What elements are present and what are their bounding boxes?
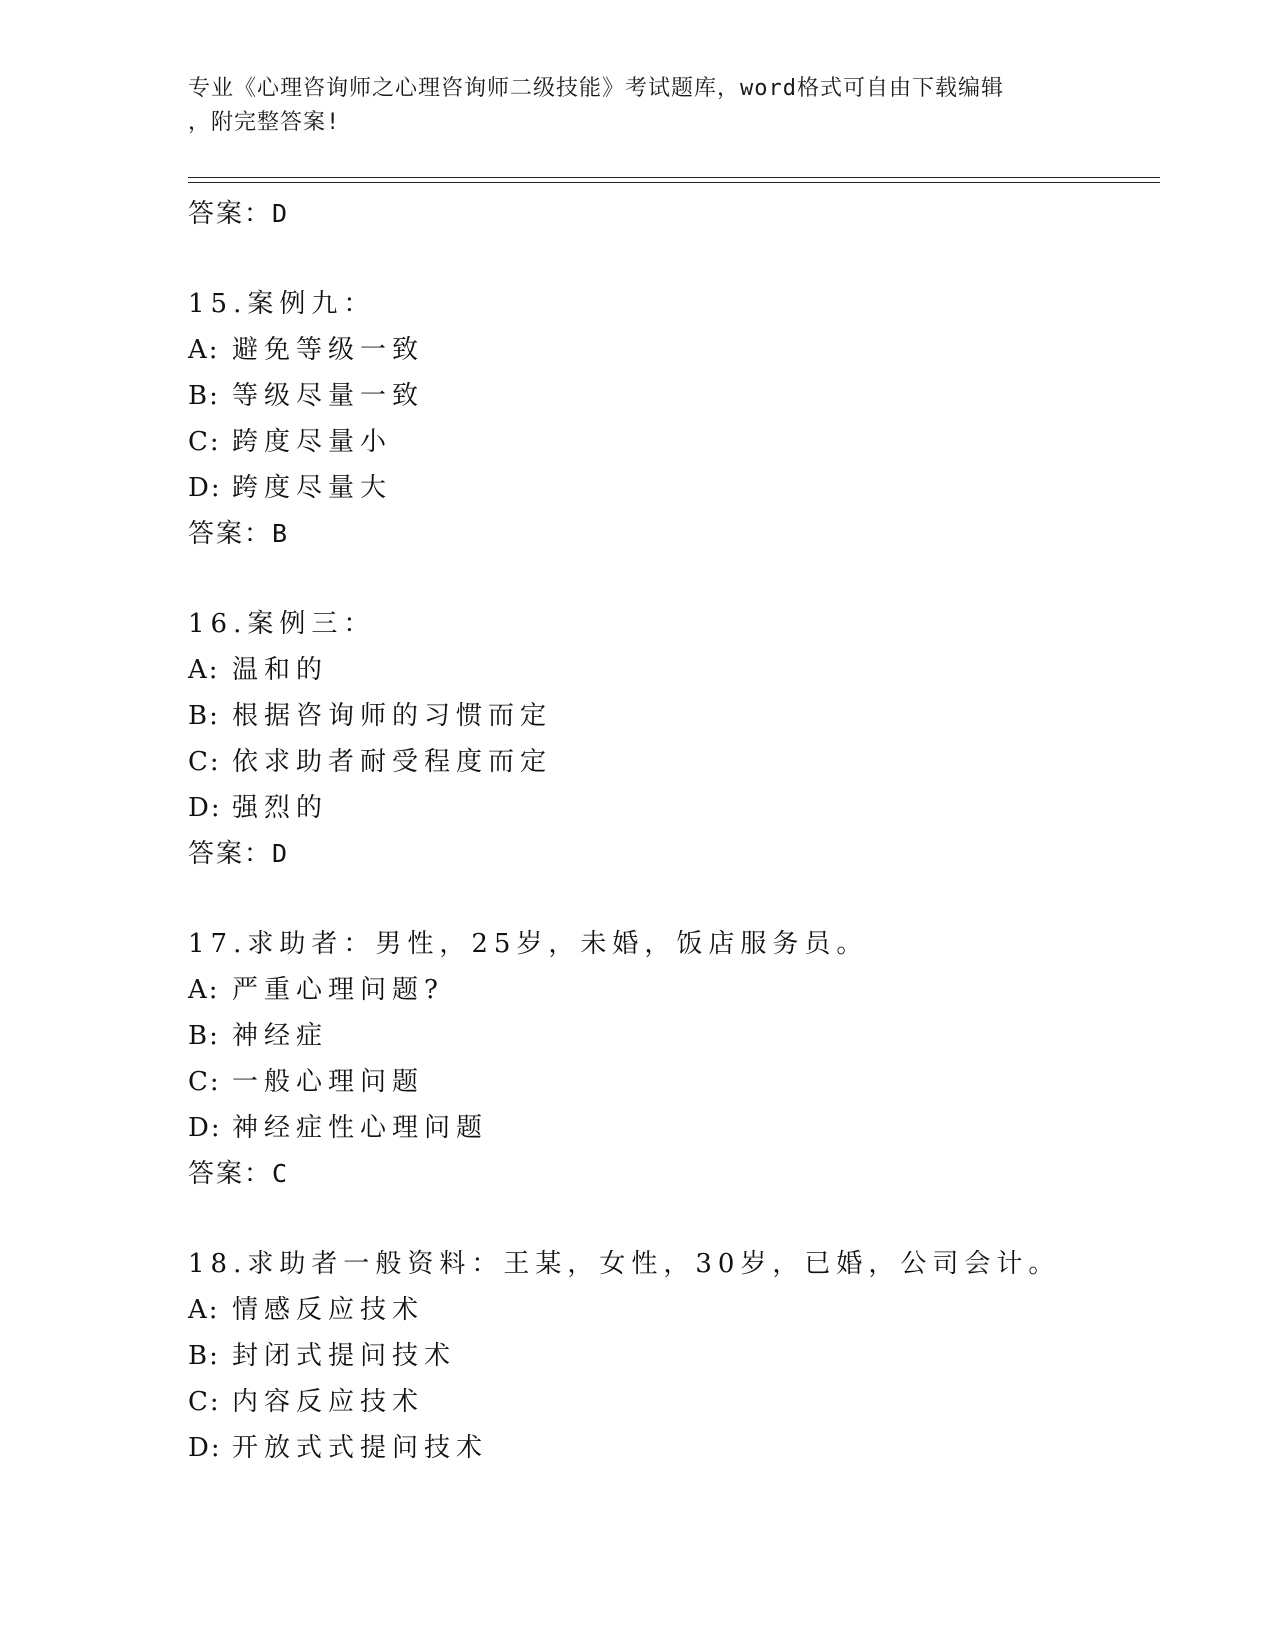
option-key: B: <box>188 701 220 731</box>
option-key: A: <box>188 655 220 685</box>
option-d <box>188 1425 1148 1471</box>
option-a <box>188 967 1148 1013</box>
answer-line <box>188 191 1148 237</box>
answer-value: D <box>272 839 290 868</box>
option-b <box>188 1333 1148 1379</box>
option-key: C: <box>188 1067 221 1097</box>
option-b <box>188 1013 1148 1059</box>
question-stem: 15.案例九： <box>188 289 376 319</box>
option-text: 避免等级一致 <box>232 335 425 365</box>
question-stem: 18.求助者一般资料：王某，女性，30岁，已婚，公司会计。 <box>188 1249 1061 1279</box>
option-text: 封闭式提问技术 <box>232 1341 457 1371</box>
spacer <box>188 1197 1148 1241</box>
header-line-1: 专业《心理咨询师之心理咨询师二级技能》考试题库，word格式可自由下载编辑 <box>188 76 1004 101</box>
option-text: 神经症性心理问题 <box>232 1113 489 1143</box>
option-text: 情感反应技术 <box>232 1295 425 1325</box>
option-c <box>188 1379 1148 1425</box>
option-key: C: <box>188 747 221 777</box>
option-d <box>188 785 1148 831</box>
option-text: 跨度尽量大 <box>232 473 393 503</box>
option-text: 温和的 <box>232 655 329 685</box>
option-text: 根据咨询师的习惯而定 <box>232 701 553 731</box>
option-text: 开放式式提问技术 <box>232 1433 489 1463</box>
option-d <box>188 465 1148 511</box>
document-header <box>188 72 1088 140</box>
answer-value: D <box>272 199 290 228</box>
option-key: C: <box>188 427 221 457</box>
option-key: D: <box>188 1433 222 1463</box>
answer-value: B <box>272 519 290 548</box>
option-text: 一般心理问题 <box>232 1067 425 1097</box>
option-text: 严重心理问题? <box>232 975 444 1005</box>
option-text: 依求助者耐受程度而定 <box>232 747 553 777</box>
answer-label: 答案： <box>188 839 273 869</box>
answer-value: C <box>272 1159 290 1188</box>
question-list <box>188 191 1148 1471</box>
header-divider-bottom <box>188 182 1160 183</box>
option-key: D: <box>188 793 222 823</box>
option-key: B: <box>188 1341 220 1371</box>
option-key: C: <box>188 1387 221 1417</box>
answer-line <box>188 511 1148 557</box>
option-key: D: <box>188 473 222 503</box>
option-d <box>188 1105 1148 1151</box>
answer-label: 答案： <box>188 1159 273 1189</box>
option-key: B: <box>188 381 220 411</box>
option-text: 内容反应技术 <box>232 1387 425 1417</box>
option-text: 跨度尽量小 <box>232 427 393 457</box>
option-a <box>188 647 1148 693</box>
option-a <box>188 327 1148 373</box>
option-c <box>188 739 1148 785</box>
question-stem: 17.求助者：男性，25岁，未婚，饭店服务员。 <box>188 929 869 959</box>
option-b <box>188 693 1148 739</box>
header-divider-top <box>188 177 1160 178</box>
answer-label: 答案： <box>188 519 273 549</box>
option-c <box>188 419 1148 465</box>
header-line-2: ，附完整答案! <box>188 110 341 135</box>
option-key: A: <box>188 975 220 1005</box>
option-b <box>188 373 1148 419</box>
spacer <box>188 557 1148 601</box>
option-c <box>188 1059 1148 1105</box>
answer-line <box>188 831 1148 877</box>
option-text: 强烈的 <box>232 793 329 823</box>
spacer <box>188 877 1148 921</box>
spacer <box>188 237 1148 281</box>
option-key: B: <box>188 1021 220 1051</box>
answer-label: 答案： <box>188 199 273 229</box>
option-text: 神经症 <box>232 1021 329 1051</box>
option-key: A: <box>188 1295 220 1325</box>
option-text: 等级尽量一致 <box>232 381 425 411</box>
option-a <box>188 1287 1148 1333</box>
option-key: D: <box>188 1113 222 1143</box>
answer-line <box>188 1151 1148 1197</box>
question-stem: 16.案例三： <box>188 609 376 639</box>
option-key: A: <box>188 335 220 365</box>
